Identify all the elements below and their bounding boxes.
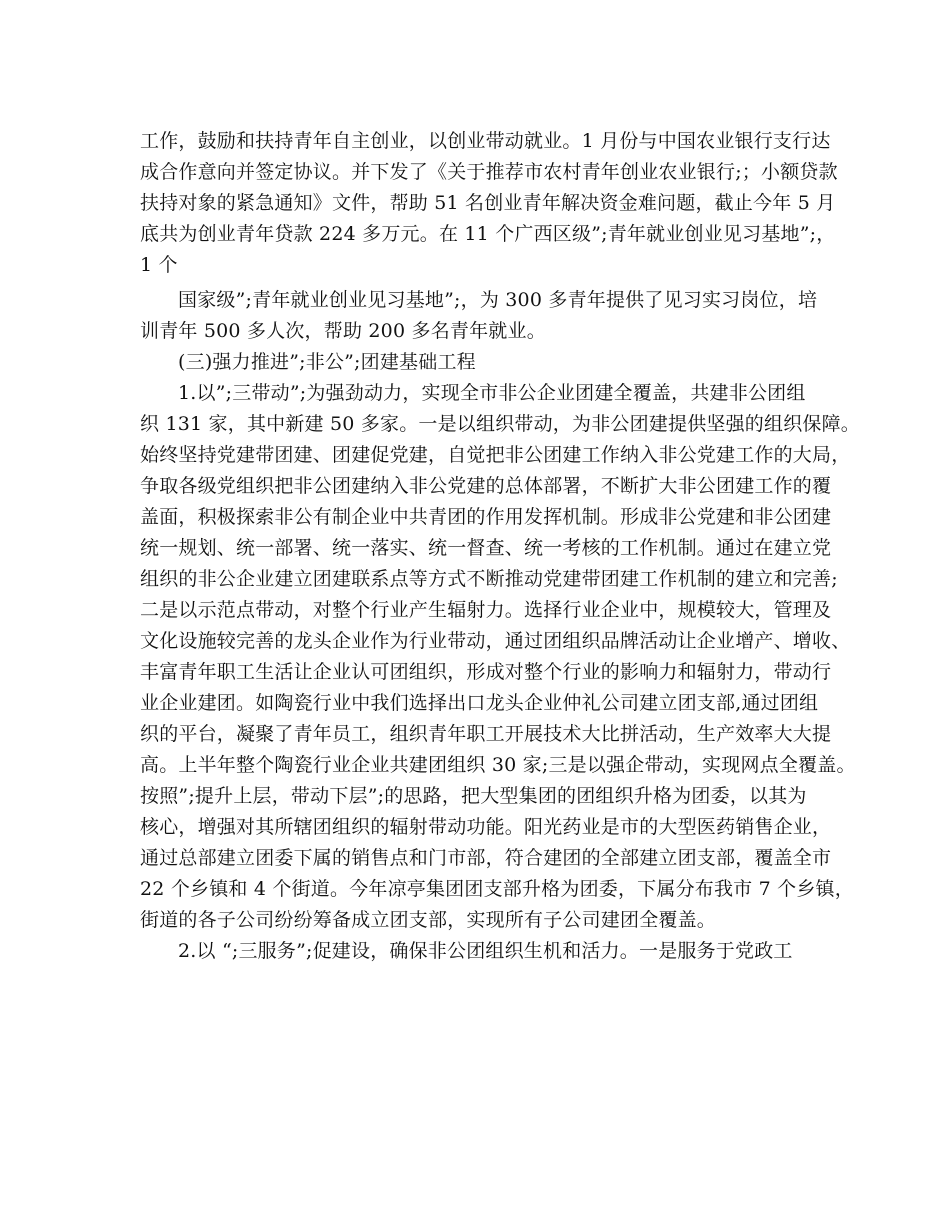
paragraph-line: 业企业建团。如陶瓷行业中我们选择出口龙头企业仲礼公司建立团支部,通过团组 [140,692,819,714]
paragraph-line: 高。上半年整个陶瓷行业企业共建团组织 30 家;三是以强企带动，实现网点全覆盖。 [140,754,856,776]
paragraph-line: 街道的各子公司纷纷筹备成立团支部，实现所有子公司建团全覆盖。 [140,909,717,931]
paragraph-line: 22 个乡镇和 4 个街道。今年凉亭集团团支部升格为团委，下属分布我市 7 个乡镇， [140,878,854,900]
paragraph-line: 盖面，积极探索非公有制企业中共青团的作用发挥机制。形成非公党建和非公团建 [140,506,832,528]
paragraph-line: 织的平台，凝聚了青年员工，组织青年职工开展技术大比拼活动，生产效率大大提 [140,723,832,745]
paragraph-line: 1 个 [140,254,178,276]
paragraph-line: 织 131 家，其中新建 50 多家。一是以组织带动，为非公团建提供坚强的组织保障。 [140,413,861,435]
paragraph-line: 成合作意向并签定协议。并下发了《关于推荐市农村青年创业农业银行;；小额贷款 [140,161,838,183]
paragraph-line: 始终坚持党建带团建、团建促党建，自觉把非公团建工作纳入非公党建工作的大局， [140,444,851,466]
paragraph-line: 核心，增强对其所辖团组织的辐射带动功能。阳光药业是市的大型医药销售企业， [140,816,832,838]
paragraph-line: 扶持对象的紧急通知》文件，帮助 51 名创业青年解决资金难问题，截止今年 5 月 [140,192,836,214]
paragraph-line: 训青年 500 多人次，帮助 200 多名青年就业。 [140,320,546,342]
paragraph-line: 底共为创业青年贷款 224 多万元。在 11 个广西区级”;青年就业创业见习基地”;， [140,223,836,245]
paragraph-line: 通过总部建立团委下属的销售点和门市部，符合建团的全部建立团支部，覆盖全市 [140,847,832,869]
paragraph-line: 丰富青年职工生活让企业认可团组织，形成对整个行业的影响力和辐射力，带动行 [140,661,832,683]
paragraph-line: 按照”;提升上层，带动下层”;的思路，把大型集团的团组织升格为团委，以其为 [140,785,807,807]
paragraph-line: 工作，鼓励和扶持青年自主创业，以创业带动就业。1 月份与中国农业银行支行达 [140,130,831,152]
paragraph-line: 文化设施较完善的龙头企业作为行业带动，通过团组织品牌活动让企业增产、增收、 [140,630,851,652]
paragraph-line: 2.以 “;三服务”;促建设，确保非公团组织生机和活力。一是服务于党政工 [178,940,793,962]
document-body [140,126,861,967]
paragraph-line: 国家级”;青年就业创业见习基地”;，为 300 多青年提供了见习实习岗位，培 [178,289,818,311]
paragraph-line: 1.以”;三带动”;为强劲动力，实现全市非公企业团建全覆盖，共建非公团组 [178,382,806,404]
paragraph-line: 组织的非公企业建立团建联系点等方式不断推动党建带团建工作机制的建立和完善; [140,568,838,590]
paragraph-line: 争取各级党组织把非公团建纳入非公党建的总体部署，不断扩大非公团建工作的覆 [140,475,832,497]
section-heading: (三)强力推进”;非公”;团建基础工程 [178,351,476,373]
paragraph-line: 统一规划、统一部署、统一落实、统一督查、统一考核的工作机制。通过在建立党 [140,537,832,559]
paragraph-line: 二是以示范点带动，对整个行业产生辐射力。选择行业企业中，规模较大，管理及 [140,599,832,621]
